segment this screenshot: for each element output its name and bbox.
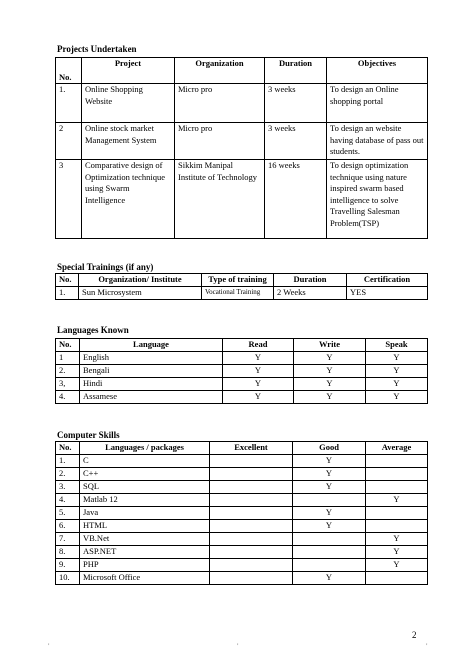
skills-cell-no: 2. bbox=[56, 468, 80, 481]
table-row bbox=[56, 160, 428, 239]
skills-cell-no: 9. bbox=[56, 559, 80, 572]
skills-cell-good bbox=[293, 559, 366, 572]
languages-cell-read: Y bbox=[223, 365, 294, 378]
table-row bbox=[56, 287, 428, 300]
skills-cell-excellent bbox=[210, 494, 293, 507]
languages-cell-speak: Y bbox=[366, 378, 428, 391]
projects-cell-duration: 3 weeks bbox=[265, 123, 327, 160]
trainings-header-type: Type of training bbox=[202, 274, 274, 287]
languages-cell-write: Y bbox=[294, 378, 366, 391]
projects-cell-project: Comparative design of Optimization technique using Swarm Intelligence bbox=[82, 160, 175, 239]
skills-cell-average bbox=[366, 481, 428, 494]
projects-cell-objectives: To design an website having database of pass out students. bbox=[327, 123, 428, 160]
skills-cell-no: 6. bbox=[56, 520, 80, 533]
skills-cell-average bbox=[366, 520, 428, 533]
languages-cell-speak: Y bbox=[366, 352, 428, 365]
table-row bbox=[56, 468, 428, 481]
projects-title: Projects Undertaken bbox=[57, 44, 137, 54]
skills-cell-average: Y bbox=[366, 494, 428, 507]
trainings-header-row bbox=[56, 274, 428, 287]
languages-header-row bbox=[56, 339, 428, 352]
languages-cell-write: Y bbox=[294, 352, 366, 365]
projects-header-organization: Organization bbox=[175, 58, 265, 84]
trainings-cell-certification: YES bbox=[347, 287, 428, 300]
footer-mark: , bbox=[426, 640, 428, 646]
projects-header-row bbox=[56, 58, 428, 84]
table-row bbox=[56, 365, 428, 378]
skills-cell-excellent bbox=[210, 520, 293, 533]
languages-header-language: Language bbox=[80, 339, 223, 352]
languages-cell-speak: Y bbox=[366, 391, 428, 404]
skills-cell-good bbox=[293, 533, 366, 546]
languages-cell-language: English bbox=[80, 352, 223, 365]
skills-cell-no: 3. bbox=[56, 481, 80, 494]
languages-cell-no: 2. bbox=[56, 365, 80, 378]
projects-cell-project: Online stock market Management System bbox=[82, 123, 175, 160]
trainings-table bbox=[55, 273, 428, 300]
trainings-cell-organization: Sun Microsystem bbox=[79, 287, 202, 300]
languages-cell-language: Hindi bbox=[80, 378, 223, 391]
skills-cell-language: ASP.NET bbox=[80, 546, 210, 559]
projects-cell-duration: 3 weeks bbox=[265, 84, 327, 123]
projects-cell-objectives: To design an Online shopping portal bbox=[327, 84, 428, 123]
languages-cell-read: Y bbox=[223, 378, 294, 391]
skills-cell-average bbox=[366, 507, 428, 520]
projects-header-no: No. bbox=[56, 58, 82, 84]
languages-header-read: Read bbox=[223, 339, 294, 352]
table-row bbox=[56, 533, 428, 546]
skills-cell-good: Y bbox=[293, 572, 366, 585]
skills-cell-excellent bbox=[210, 455, 293, 468]
table-row bbox=[56, 352, 428, 365]
table-row bbox=[56, 378, 428, 391]
languages-cell-speak: Y bbox=[366, 365, 428, 378]
skills-cell-excellent bbox=[210, 468, 293, 481]
projects-header-objectives: Objectives bbox=[327, 58, 428, 84]
trainings-cell-type: Vocational Training bbox=[202, 287, 274, 300]
page-number: 2 bbox=[412, 630, 417, 640]
projects-cell-organization: Sikkim Manipal Institute of Technology bbox=[175, 160, 265, 239]
skills-cell-average bbox=[366, 468, 428, 481]
skills-cell-language: HTML bbox=[80, 520, 210, 533]
skills-cell-language: C++ bbox=[80, 468, 210, 481]
languages-cell-no: 4. bbox=[56, 391, 80, 404]
languages-cell-read: Y bbox=[223, 352, 294, 365]
projects-cell-organization: Micro pro bbox=[175, 123, 265, 160]
trainings-header-certification: Certification bbox=[347, 274, 428, 287]
trainings-title: Special Trainings (if any) bbox=[57, 262, 154, 272]
languages-header-no: No. bbox=[56, 339, 80, 352]
projects-cell-duration: 16 weeks bbox=[265, 160, 327, 239]
languages-table bbox=[55, 338, 428, 404]
trainings-header-no: No. bbox=[56, 274, 79, 287]
languages-header-speak: Speak bbox=[366, 339, 428, 352]
skills-title: Computer Skills bbox=[57, 430, 120, 440]
table-row bbox=[56, 391, 428, 404]
projects-cell-objectives: To design optimization technique using nature inspired swarm based intelligence to solve Travelling Salesman Problem(TSP) bbox=[327, 160, 428, 239]
languages-cell-no: 3, bbox=[56, 378, 80, 391]
table-row bbox=[56, 84, 428, 123]
skills-header-average: Average bbox=[366, 442, 428, 455]
skills-cell-excellent bbox=[210, 507, 293, 520]
skills-cell-no: 4. bbox=[56, 494, 80, 507]
table-row bbox=[56, 559, 428, 572]
skills-cell-language: SQL bbox=[80, 481, 210, 494]
skills-cell-language: Matlab 12 bbox=[80, 494, 210, 507]
skills-header-languages: Languages / packages bbox=[80, 442, 210, 455]
skills-cell-no: 1. bbox=[56, 455, 80, 468]
skills-cell-average bbox=[366, 455, 428, 468]
table-row bbox=[56, 572, 428, 585]
skills-cell-language: PHP bbox=[80, 559, 210, 572]
projects-cell-project: Online Shopping Website bbox=[82, 84, 175, 123]
trainings-header-duration: Duration bbox=[274, 274, 347, 287]
languages-header-write: Write bbox=[294, 339, 366, 352]
skills-cell-good: Y bbox=[293, 455, 366, 468]
projects-table bbox=[55, 57, 428, 239]
skills-cell-excellent bbox=[210, 572, 293, 585]
skills-header-good: Good bbox=[293, 442, 366, 455]
trainings-cell-no: 1. bbox=[56, 287, 79, 300]
skills-cell-language: VB.Net bbox=[80, 533, 210, 546]
languages-cell-language: Assamese bbox=[80, 391, 223, 404]
table-row bbox=[56, 507, 428, 520]
languages-cell-write: Y bbox=[294, 391, 366, 404]
skills-cell-good: Y bbox=[293, 520, 366, 533]
table-row bbox=[56, 546, 428, 559]
projects-header-duration: Duration bbox=[265, 58, 327, 84]
skills-table bbox=[55, 441, 428, 585]
skills-cell-good: Y bbox=[293, 507, 366, 520]
skills-header-row bbox=[56, 442, 428, 455]
skills-cell-language: Java bbox=[80, 507, 210, 520]
table-row bbox=[56, 494, 428, 507]
languages-cell-language: Bengali bbox=[80, 365, 223, 378]
skills-cell-good bbox=[293, 546, 366, 559]
languages-title: Languages Known bbox=[57, 325, 129, 335]
footer-mark: , bbox=[48, 640, 50, 646]
skills-cell-good: Y bbox=[293, 468, 366, 481]
table-row bbox=[56, 123, 428, 160]
projects-cell-no: 3 bbox=[56, 160, 82, 239]
skills-cell-average: Y bbox=[366, 546, 428, 559]
skills-cell-average: Y bbox=[366, 559, 428, 572]
table-row bbox=[56, 520, 428, 533]
skills-header-no: No. bbox=[56, 442, 80, 455]
languages-cell-no: 1 bbox=[56, 352, 80, 365]
trainings-header-organization: Organization/ Institute bbox=[79, 274, 202, 287]
skills-cell-good bbox=[293, 494, 366, 507]
trainings-cell-duration: 2 Weeks bbox=[274, 287, 347, 300]
projects-header-project: Project bbox=[82, 58, 175, 84]
table-row bbox=[56, 455, 428, 468]
skills-cell-no: 7. bbox=[56, 533, 80, 546]
languages-cell-write: Y bbox=[294, 365, 366, 378]
skills-cell-no: 10. bbox=[56, 572, 80, 585]
skills-cell-no: 5. bbox=[56, 507, 80, 520]
languages-cell-read: Y bbox=[223, 391, 294, 404]
skills-cell-good: Y bbox=[293, 481, 366, 494]
skills-cell-average bbox=[366, 572, 428, 585]
projects-cell-no: 2 bbox=[56, 123, 82, 160]
skills-cell-average: Y bbox=[366, 533, 428, 546]
skills-cell-excellent bbox=[210, 559, 293, 572]
projects-cell-organization: Micro pro bbox=[175, 84, 265, 123]
skills-cell-no: 8. bbox=[56, 546, 80, 559]
projects-cell-no: 1. bbox=[56, 84, 82, 123]
skills-cell-excellent bbox=[210, 481, 293, 494]
footer-mark: , bbox=[237, 640, 239, 646]
skills-cell-language: Microsoft Office bbox=[80, 572, 210, 585]
skills-cell-language: C bbox=[80, 455, 210, 468]
skills-cell-excellent bbox=[210, 546, 293, 559]
skills-header-excellent: Excellent bbox=[210, 442, 293, 455]
skills-cell-excellent bbox=[210, 533, 293, 546]
table-row bbox=[56, 481, 428, 494]
